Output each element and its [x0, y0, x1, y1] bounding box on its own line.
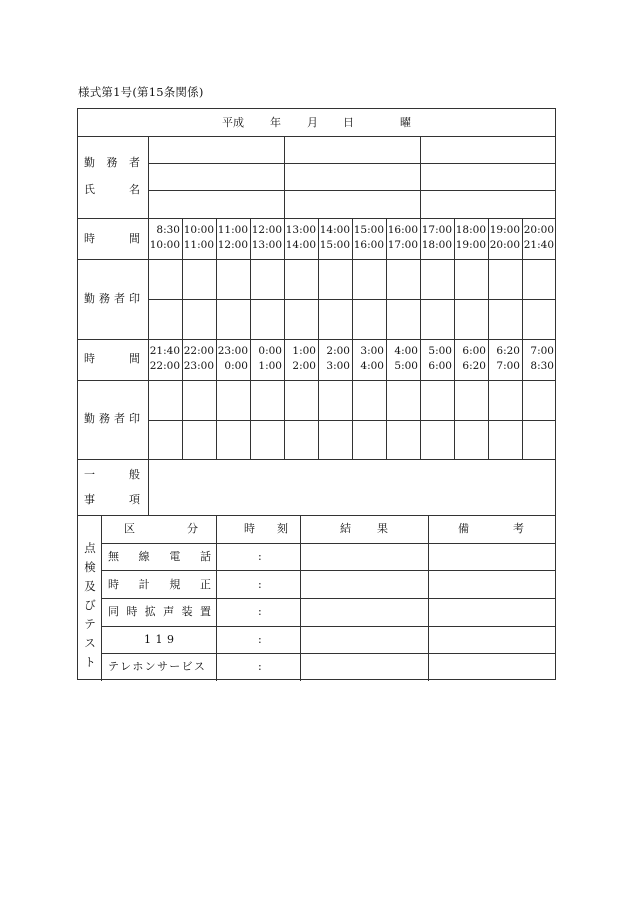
grid-line — [78, 259, 555, 260]
slot-end-time: 14:00 — [285, 239, 316, 251]
inspection-time-pa-system: : — [258, 605, 262, 618]
slot-end-time: 15:00 — [319, 239, 350, 251]
date-row-divider — [78, 136, 555, 137]
time-header: 時 刻 — [244, 522, 288, 535]
day-time-slot-cell — [386, 223, 418, 253]
grid-line — [78, 515, 555, 516]
slot-end-time: 22:00 — [149, 360, 180, 372]
inspection-label-divider — [101, 515, 102, 681]
slot-end-time: 8:30 — [530, 360, 554, 372]
slot-start-time: 6:00 — [462, 345, 486, 357]
slot-start-time: 16:00 — [387, 224, 418, 236]
slot-end-time: 6:00 — [428, 360, 452, 372]
day-time-slot-cell — [420, 223, 452, 253]
night-time-slot-cell — [318, 344, 350, 374]
inspection-test-label: 点 検 及 び テ ス ト — [84, 541, 96, 669]
slot-end-time: 4:00 — [360, 360, 384, 372]
inspection-row-divider — [101, 653, 555, 654]
slot-end-time: 2:00 — [292, 360, 316, 372]
night-time-slot-cell — [420, 344, 452, 374]
grid-line — [78, 218, 555, 219]
grid-line — [148, 190, 555, 191]
slot-start-time: 12:00 — [251, 224, 282, 236]
inspection-row-119: 1 1 9 — [144, 633, 174, 646]
night-time-slot-cell — [250, 344, 282, 374]
day-label: 日 — [343, 116, 354, 129]
slot-end-time: 10:00 — [149, 239, 180, 251]
name-label: 氏 名 — [84, 183, 140, 196]
slot-end-time: 12:00 — [217, 239, 248, 251]
slot-start-time: 19:00 — [489, 224, 520, 236]
weekday-label: 曜 — [400, 116, 411, 129]
result-header: 結 果 — [340, 522, 388, 535]
slot-start-time: 4:00 — [394, 345, 418, 357]
slot-end-time: 18:00 — [421, 239, 452, 251]
month-label: 月 — [307, 116, 318, 129]
slot-start-time: 10:00 — [183, 224, 214, 236]
night-time-slot-cell — [352, 344, 384, 374]
grid-line — [284, 136, 285, 218]
inspection-row-divider — [101, 626, 555, 627]
inspection-row-clock: 時 計 規 正 — [108, 578, 211, 591]
inspection-row-telephone-service: テレホンサービス — [108, 660, 207, 673]
day-time-slot-cell — [352, 223, 384, 253]
grid-line — [78, 339, 555, 340]
slot-start-time: 14:00 — [319, 224, 350, 236]
slot-start-time: 11:00 — [217, 224, 248, 236]
night-time-slot-cell — [522, 344, 554, 374]
remarks-header: 備 考 — [458, 522, 524, 535]
grid-line — [300, 515, 301, 681]
grid-line — [78, 459, 555, 460]
day-time-slot-cell — [454, 223, 486, 253]
duty-record-form — [77, 108, 556, 680]
worker-name-label: 勤 務 者 — [84, 156, 140, 169]
inspection-time-clock: : — [258, 578, 262, 591]
slot-start-time: 1:00 — [292, 345, 316, 357]
inspection-row-divider — [101, 570, 555, 571]
matters-label: 事 項 — [84, 493, 140, 506]
inspection-row-pa-system: 同 時 拡 声 装 置 — [108, 605, 211, 618]
slot-start-time: 5:00 — [428, 345, 452, 357]
seal-label-day: 勤 務 者 印 — [84, 292, 140, 305]
day-time-slot-cell — [182, 223, 214, 253]
time-label-night: 時 間 — [84, 352, 140, 365]
inspection-time-119: : — [258, 633, 262, 646]
day-time-slot-cell — [216, 223, 248, 253]
slot-end-time: 7:00 — [496, 360, 520, 372]
grid-line — [148, 163, 555, 164]
slot-end-time: 13:00 — [251, 239, 282, 251]
slot-start-time: 23:00 — [217, 345, 248, 357]
day-time-slot-cell — [284, 223, 316, 253]
grid-line — [428, 515, 429, 681]
day-time-slot-cell — [250, 223, 282, 253]
slot-start-time: 13:00 — [285, 224, 316, 236]
time-label-day: 時 間 — [84, 232, 140, 245]
slot-end-time: 23:00 — [183, 360, 214, 372]
slot-end-time: 0:00 — [224, 360, 248, 372]
slot-start-time: 18:00 — [455, 224, 486, 236]
day-time-slot-cell — [148, 223, 180, 253]
slot-start-time: 20:00 — [523, 224, 554, 236]
form-number-label: 様式第1号(第15条関係) — [78, 85, 204, 99]
day-time-slot-cell — [522, 223, 554, 253]
inspection-row-divider — [101, 543, 555, 544]
night-time-slot-cell — [488, 344, 520, 374]
era-label: 平成 — [222, 116, 244, 129]
slot-start-time: 15:00 — [353, 224, 384, 236]
slot-end-time: 16:00 — [353, 239, 384, 251]
night-time-slot-cell — [182, 344, 214, 374]
day-time-slot-cell — [488, 223, 520, 253]
slot-end-time: 17:00 — [387, 239, 418, 251]
slot-start-time: 21:40 — [149, 345, 180, 357]
year-label: 年 — [270, 116, 281, 129]
label-column-divider — [148, 136, 149, 515]
night-time-slot-cell — [148, 344, 180, 374]
inspection-row-radio: 無 線 電 話 — [108, 550, 211, 563]
category-header: 区 分 — [124, 522, 198, 535]
slot-start-time: 2:00 — [326, 345, 350, 357]
slot-end-time: 20:00 — [489, 239, 520, 251]
inspection-row-divider — [101, 598, 555, 599]
slot-start-time: 7:00 — [530, 345, 554, 357]
night-time-slot-cell — [216, 344, 248, 374]
slot-start-time: 3:00 — [360, 345, 384, 357]
night-time-slot-cell — [386, 344, 418, 374]
night-time-slot-cell — [284, 344, 316, 374]
slot-end-time: 11:00 — [183, 239, 214, 251]
slot-end-time: 3:00 — [326, 360, 350, 372]
slot-start-time: 6:20 — [496, 345, 520, 357]
grid-line — [216, 515, 217, 681]
night-time-slot-cell — [454, 344, 486, 374]
grid-line — [420, 136, 421, 218]
seal-label-night: 勤 務 者 印 — [84, 412, 140, 425]
grid-line — [78, 380, 555, 381]
slot-start-time: 17:00 — [421, 224, 452, 236]
inspection-time-radio: : — [258, 550, 262, 563]
slot-end-time: 5:00 — [394, 360, 418, 372]
slot-start-time: 0:00 — [258, 345, 282, 357]
inspection-time-telephone-service: : — [258, 660, 262, 673]
slot-end-time: 6:20 — [462, 360, 486, 372]
general-label: 一 般 — [84, 468, 140, 481]
slot-end-time: 21:40 — [523, 239, 554, 251]
day-time-slot-cell — [318, 223, 350, 253]
slot-end-time: 1:00 — [258, 360, 282, 372]
slot-start-time: 8:30 — [156, 224, 180, 236]
slot-end-time: 19:00 — [455, 239, 486, 251]
slot-start-time: 22:00 — [183, 345, 214, 357]
